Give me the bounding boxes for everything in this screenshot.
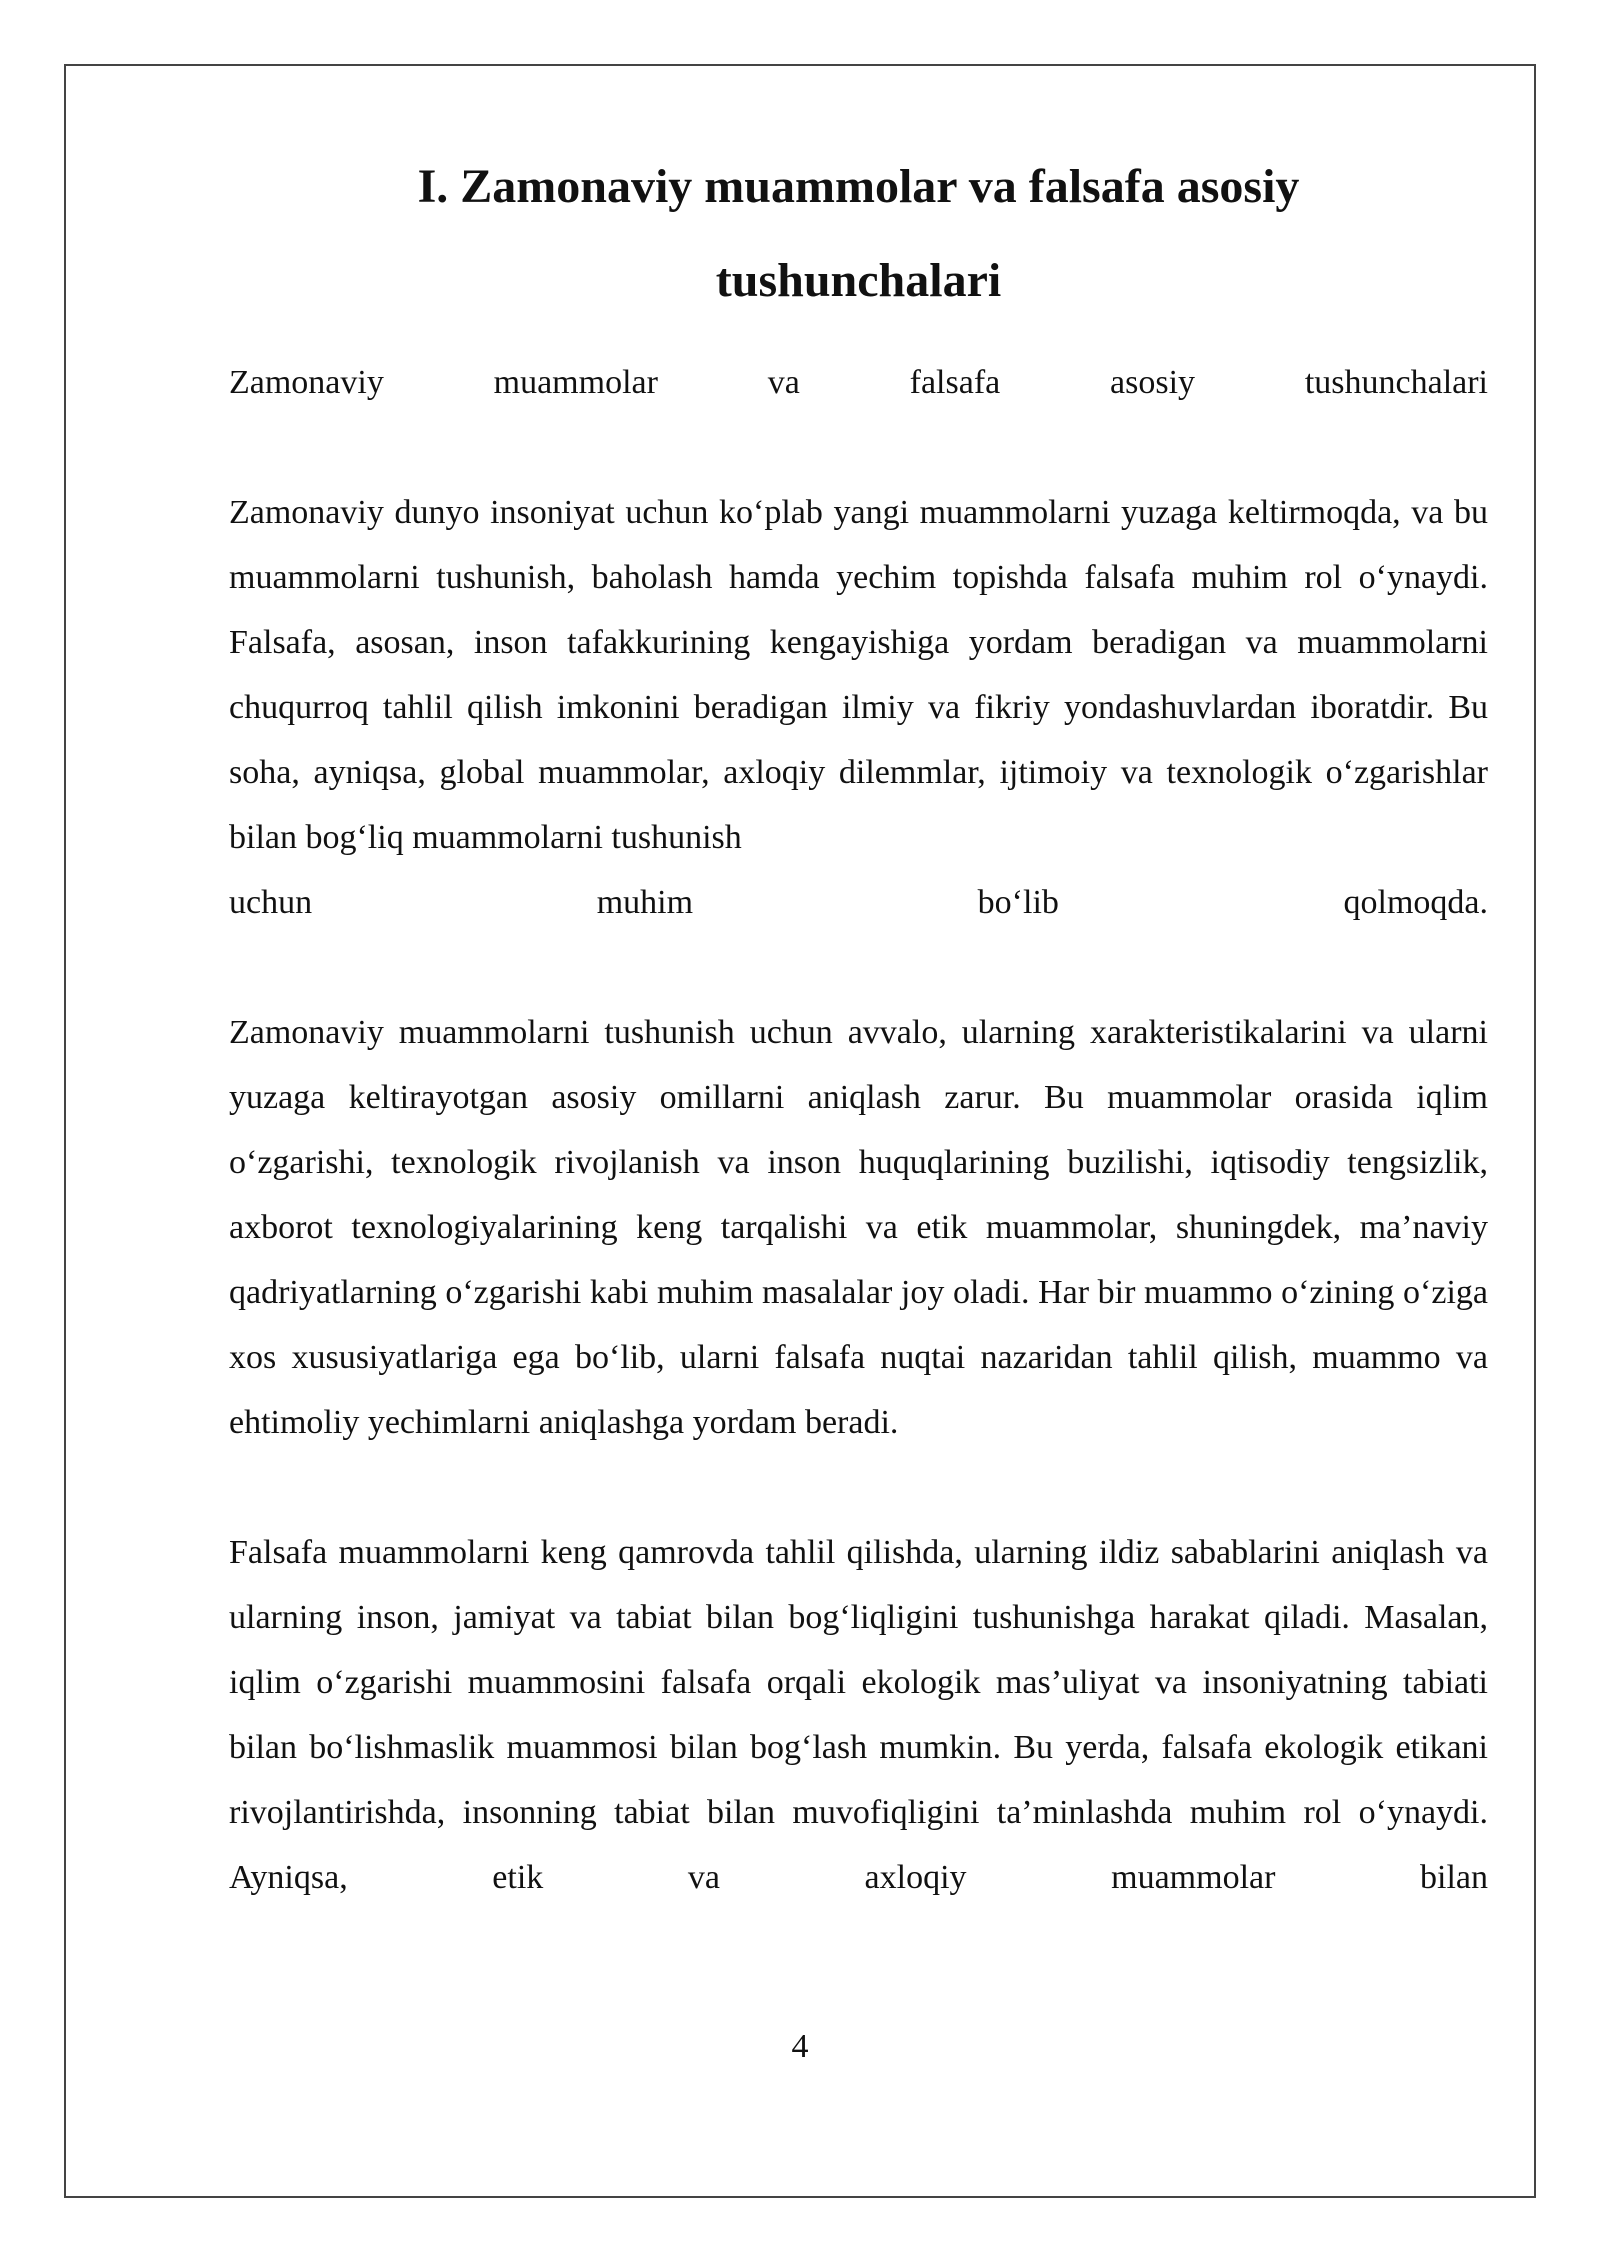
subheading-line: Zamonaviy muammolar va falsafa asosiy tushunchalari [229,364,1488,401]
page-number: 4 [791,2028,809,2065]
paragraph-2 [229,1000,1488,1455]
document-content [229,140,1488,1975]
page-title: I. Zamonaviy muammolar va falsafa asosiy tushunchalari [417,160,1300,307]
paragraph-3-body: Falsafa muammolarni keng qamrovda tahlil qilishda, ularning ildiz sabablarini aniqlash va ularning inson, jamiyat va tabiat bilan bog‘liqligini tushunishga harakat qiladi. Masalan, iqlim o‘zgarishi muammosini falsafa orqali ekologik mas’uliyat va insoniyatning tabiati bilan bo‘lishmaslik muammosi bilan bog‘lash mumkin. Bu yerda, falsafa ekologik etikani rivojlantirishda, insonning tabiat bilan muvofiqligini ta’minlashda muhim rol o‘ynaydi. Ayniqsa, etik va axloqiy muammolar bilan [229,1534,1488,1896]
paragraph-2-body: Zamonaviy muammolarni tushunish uchun avvalo, ularning xarakteristikalarini va ularni yuzaga keltirayotgan asosiy omillarni aniqlash zarur. Bu muammolar orasida iqlim o‘zgarishi, texnologik rivojlanish va inson huquqlarining buzilishi, iqtisodiy tengsizlik, axborot texnologiyalarining keng tarqalishi va etik muammolar, shuningdek, ma’naviy qadriyatlarning o‘zgarishi kabi muhim masalalar joy oladi. Har bir muammo o‘zining o‘ziga xos xususiyatlariga ega bo‘lib, ularni falsafa nuqtai nazaridan tahlil qilish, muammo va ehtimoliy yechimlarni aniqlashga yordam beradi. [229,1014,1488,1441]
paragraph-1 [229,480,1488,935]
paragraph-3 [229,1520,1488,1910]
paragraph-1-body: Zamonaviy dunyo insoniyat uchun ko‘plab yangi muammolarni yuzaga keltirmoqda, va bu muammolarni tushunish, baholash hamda yechim topishda falsafa muhim rol o‘ynaydi. Falsafa, asosan, inson tafakkurining kengayishiga yordam beradigan va muammolarni chuqurroq tahlil qilish imkonini beradigan ilmiy va fikriy yondashuvlardan iboratdir. Bu soha, ayniqsa, global muammolar, axloqiy dilemmlar, ijtimoiy va texnologik o‘zgarishlar bilan bog‘liq muammolarni tushunish [229,494,1488,856]
paragraph-1-tail: uchun muhim bo‘lib qolmoqda. [229,884,1488,921]
